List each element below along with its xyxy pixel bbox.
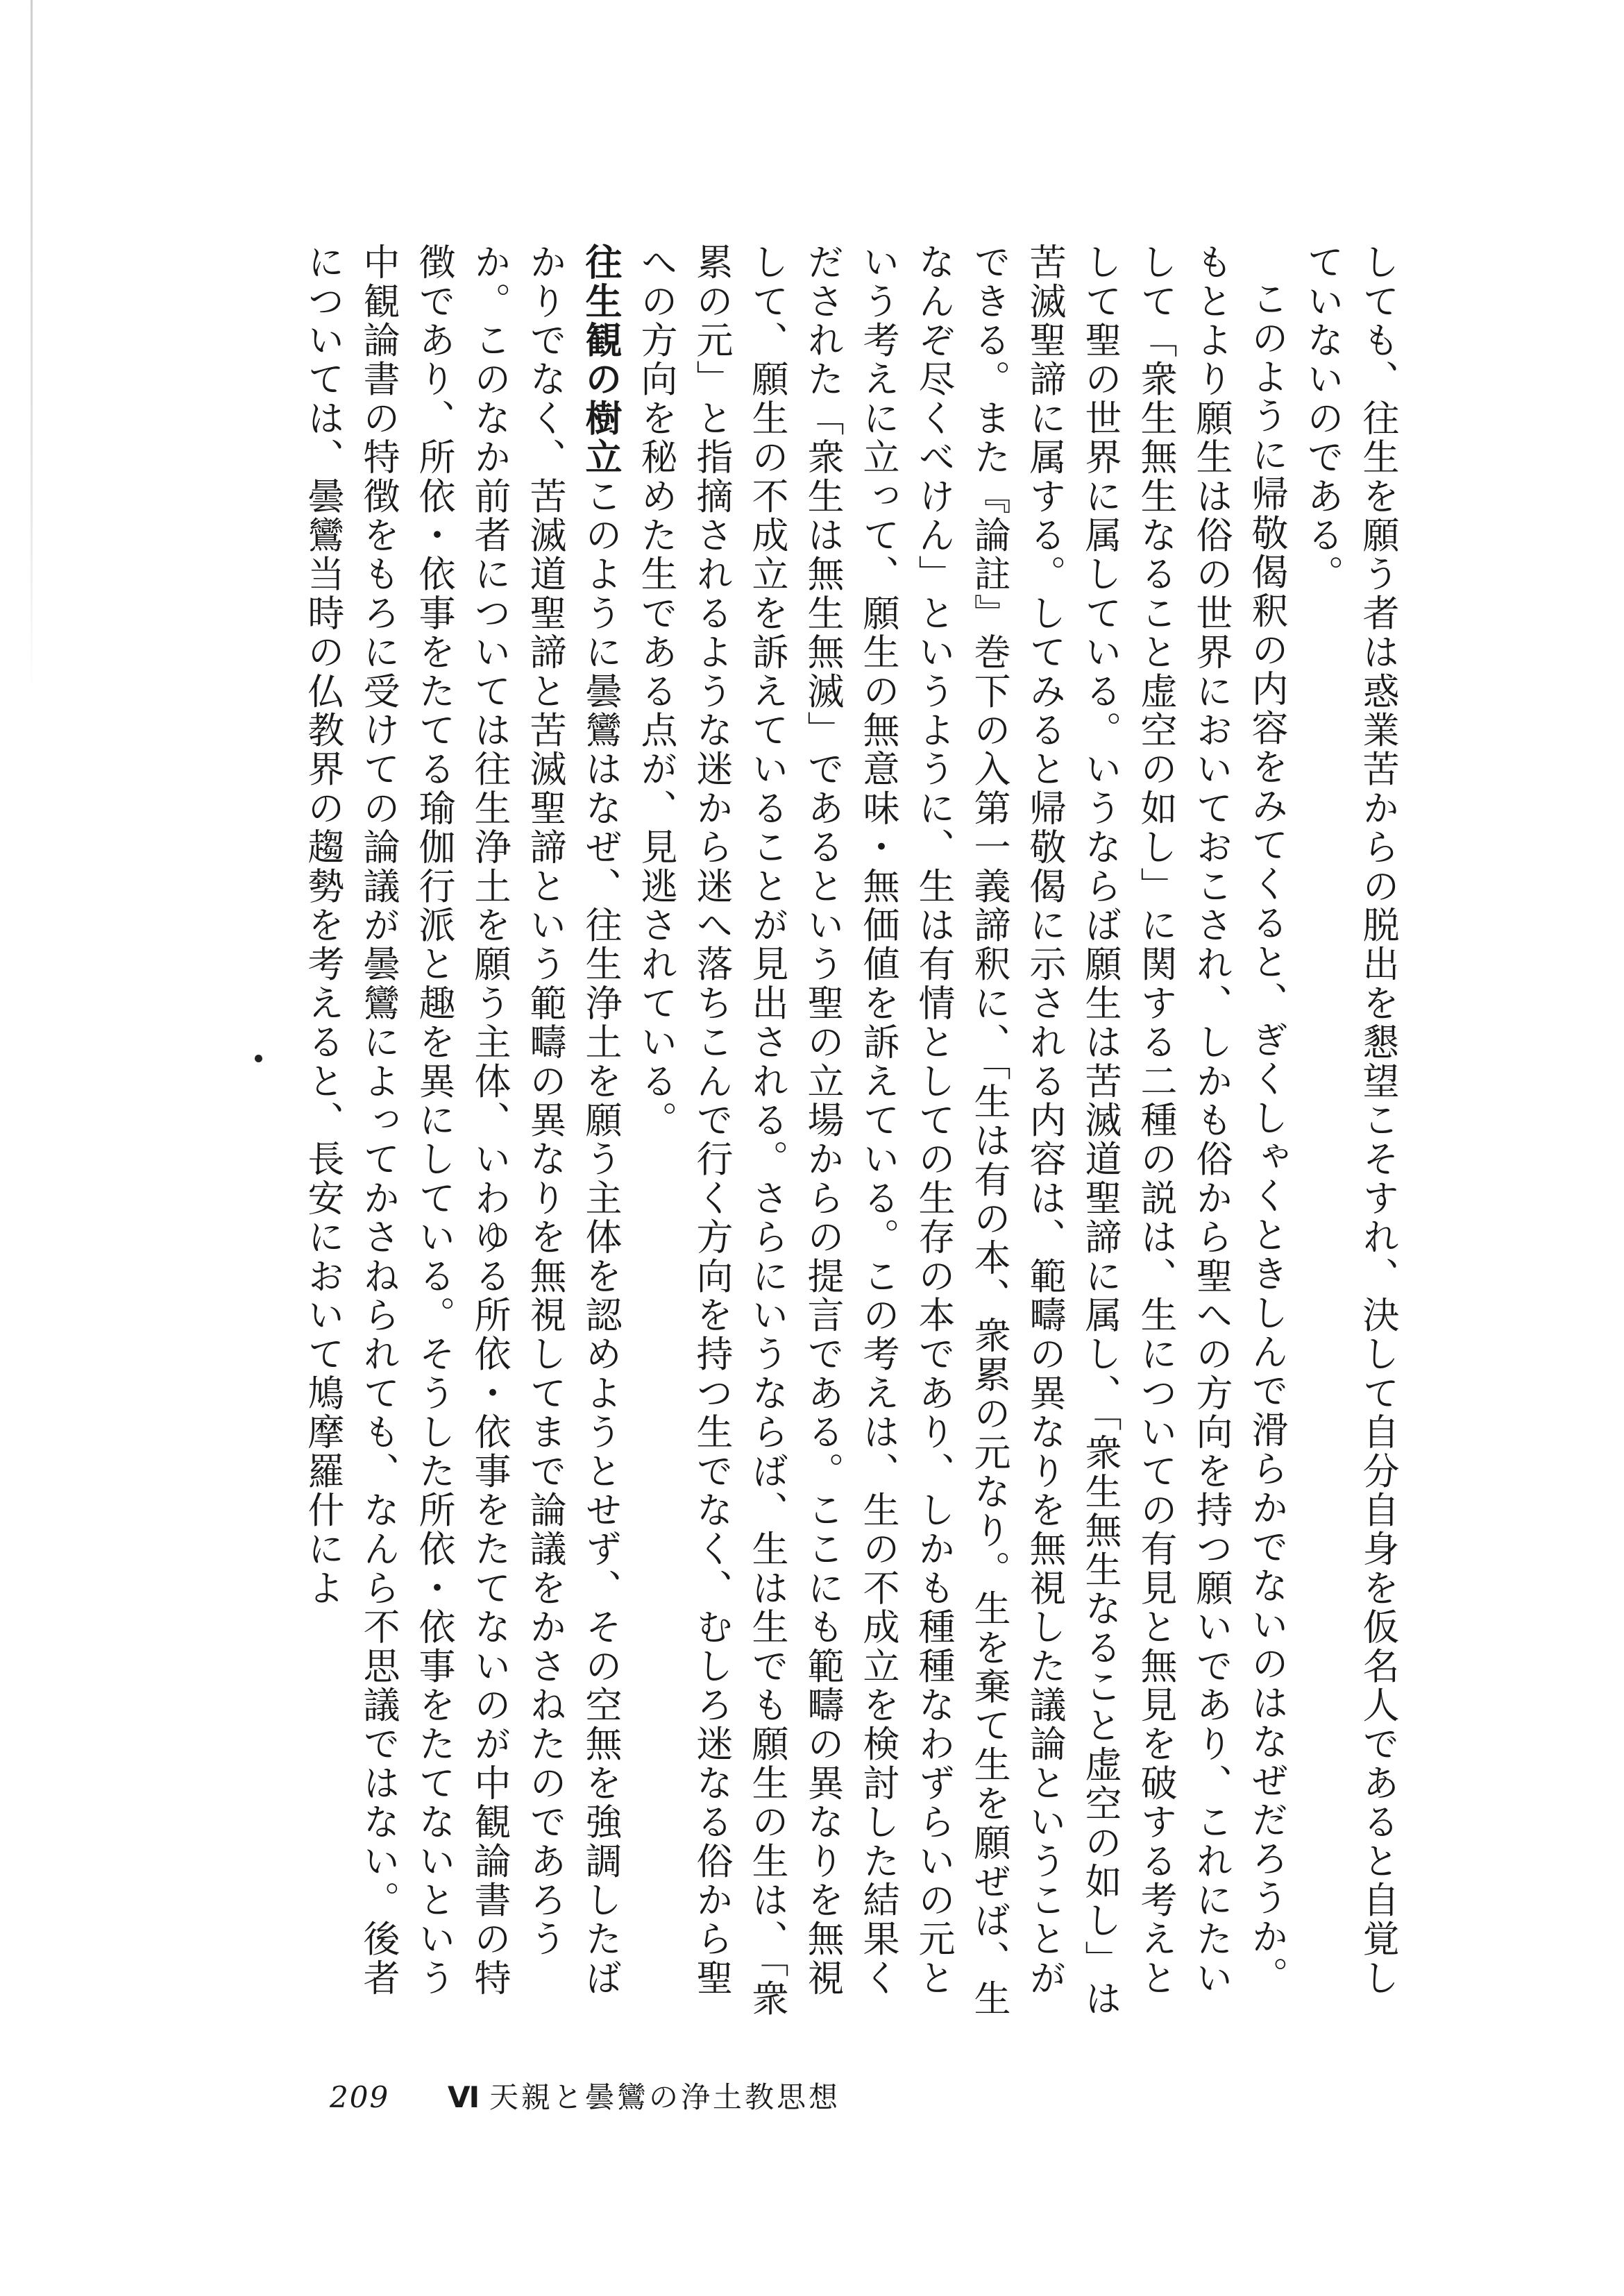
- section-heading: 往生観の樹立: [580, 243, 622, 477]
- vertical-text-body: [295, 243, 1405, 2019]
- paragraph-kikyouge: このように帰敬偈釈の内容をみてくると、ぎくしゃくときしんで滑らかでないのはなぜだろうか。もとより願生は俗の世界においておこされ、しかも俗から聖への方向を持つ願いであり、これにたいして「衆生無生なること虚空の如し」に関する二種の説は、生についての有見と無見を破する考えとして聖の世界に属している。いうならば願生は苦滅道聖諦に属し、「衆生無生なること虚空の如し」は苦滅聖諦に属する。してみると帰敬偈に示される内容は、範疇の異なりを無視した議論ということができる。また『論註』巻下の入第一義諦釈に、「生は有の本、衆累の元なり。生を棄て生を願ぜば、生なんぞ尽くべけん」というように、生は有情としての生存の本であり、しかも種種なわずらいの元という考えに立って、願生の無意味・無価値を訴えている。この考えは、生の不成立を検討した結果くだされた「衆生は無生無滅」であるという聖の立場からの提言である。ここにも範疇の異なりを無視して、願生の不成立を訴えていることが見出される。さらにいうならば、生は生でも願生の生は、「衆累の元」と指摘されるような迷から迷へ落ちこんで行く方向を持つ生でなく、むしろ迷なる俗から聖への方向を秘めた生である点が、見逃されている。: [635, 243, 1288, 2018]
- page-number: 209: [330, 2080, 390, 2114]
- running-footer: [330, 2075, 840, 2116]
- paragraph-continuation: しても、往生を願う者は惑業苦からの脱出を懇望こそすれ、決して自分自身を仮名人であると自覚していないのである。: [1301, 243, 1399, 1998]
- scan-edge-line: [31, 0, 33, 694]
- section-ojokan: [295, 243, 628, 2019]
- section-text: このように曇鸞はなぜ、往生浄土を願う主体を認めようとせず、その空無を強調したばかりでなく、苦滅道聖諦と苦滅聖諦という範疇の異なりを無視してまで論議をかさねたのであろうか。このなか前者については往生浄土を願う主体、いわゆる所依・依事をたてないのが中観論書の特徴であり、所依・依事をたてる瑜伽行派と趣を異にしている。そうした所依・依事をたてないという中観論書の特徴をもろに受けての論議が曇鸞によってかさねられても、なんら不思議ではない。後者については、曇鸞当時の仏教界の趨勢を考えると、長安において鳩摩羅什によ: [302, 243, 622, 1998]
- chapter-numeral: Ⅵ: [448, 2080, 480, 2114]
- chapter-title: 天親と曇鸞の浄土教思想: [489, 2080, 841, 2114]
- stray-ink-dot: [255, 1055, 262, 1062]
